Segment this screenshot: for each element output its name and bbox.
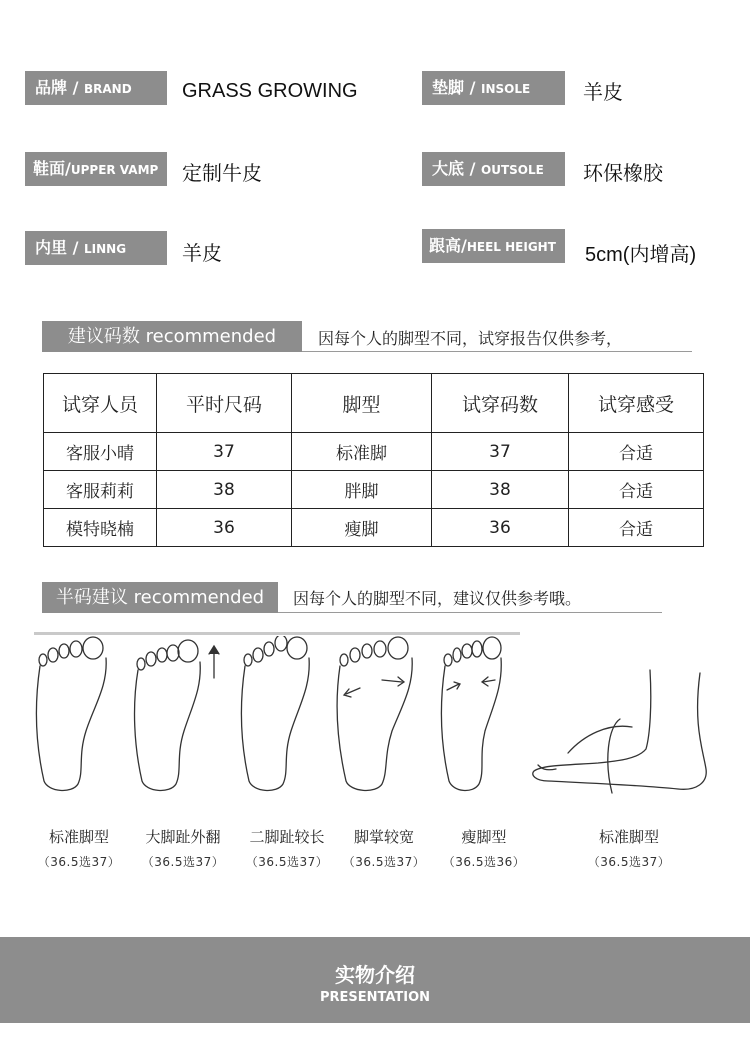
half-size-section-tag: 半码建议 recommended xyxy=(42,582,278,613)
table-cell: 38 xyxy=(432,471,569,509)
brand-value: GRASS GROWING xyxy=(182,80,358,102)
foot-type-name: 脚掌较宽 xyxy=(353,828,414,846)
foot-area-divider xyxy=(34,632,520,635)
foot-type-label xyxy=(429,826,539,870)
lining-value: 羊皮 xyxy=(182,243,222,265)
outsole-label-cn: 大底 xyxy=(432,159,465,178)
presentation-title-cn: 实物介绍 xyxy=(335,963,415,987)
table-cell: 37 xyxy=(432,433,569,471)
foot-type-label xyxy=(24,826,134,870)
foot-type-name: 瘦脚型 xyxy=(461,828,507,846)
foot-type-advice: （36.5选37） xyxy=(245,855,329,869)
fit-header-feeling: 试穿感受 xyxy=(569,374,704,433)
lining-label-en: LINNG xyxy=(84,242,127,256)
half-size-section-line xyxy=(278,612,662,613)
insole-label-cn: 垫脚 xyxy=(432,78,465,97)
table-cell: 客服莉莉 xyxy=(44,471,157,509)
insole-label-en: INSOLE xyxy=(481,82,531,96)
foot-type-advice: （36.5选37） xyxy=(141,855,225,869)
heel-height-value: 5cm(内增高) xyxy=(585,244,697,266)
table-cell: 标准脚 xyxy=(292,433,432,471)
foot-type-name: 大脚趾外翻 xyxy=(145,828,221,846)
brand-label: 品牌 / BRAND xyxy=(25,71,167,105)
narrow-foot-icon xyxy=(433,636,513,796)
foot-type-label xyxy=(329,826,439,870)
size-section-line xyxy=(302,351,692,352)
bunion-foot-icon xyxy=(128,636,228,796)
lining-label: 内里 / LINNG xyxy=(25,231,167,265)
table-cell: 模特晓楠 xyxy=(44,509,157,547)
brand-label-cn: 品牌 xyxy=(35,78,68,97)
fit-header-usual-size: 平时尺码 xyxy=(157,374,292,433)
table-cell: 合适 xyxy=(569,433,704,471)
heel-height-label: 跟高/HEEL HEIGHT xyxy=(422,229,565,263)
fit-table-header-row xyxy=(44,374,704,433)
foot-type-name: 标准脚型 xyxy=(598,828,659,846)
table-cell: 客服小晴 xyxy=(44,433,157,471)
table-cell: 36 xyxy=(432,509,569,547)
table-cell: 36 xyxy=(157,509,292,547)
table-row xyxy=(44,471,704,509)
size-section-tag: 建议码数 recommended xyxy=(42,321,302,352)
heel-height-label-cn: 跟高 xyxy=(429,236,462,255)
fit-header-tried-size: 试穿码数 xyxy=(432,374,569,433)
table-cell: 瘦脚 xyxy=(292,509,432,547)
table-row xyxy=(44,433,704,471)
foot-type-name: 二脚趾较长 xyxy=(249,828,325,846)
outsole-value: 环保橡胶 xyxy=(583,163,663,185)
foot-type-label xyxy=(574,826,684,870)
long-second-toe-foot-icon xyxy=(235,636,325,796)
outsole-label: 大底 / OUTSOLE xyxy=(422,152,565,186)
foot-type-advice: （36.5选37） xyxy=(587,855,671,869)
upper-vamp-label: 鞋面/UPPER VAMP xyxy=(25,152,167,186)
outsole-label-en: OUTSOLE xyxy=(481,163,544,177)
fit-table xyxy=(43,373,704,547)
table-cell: 合适 xyxy=(569,471,704,509)
foot-type-label xyxy=(232,826,342,870)
insole-label: 垫脚 / INSOLE xyxy=(422,71,565,105)
size-section-note: 因每个人的脚型不同，试穿报告仅供参考， xyxy=(318,329,623,348)
brand-label-en: BRAND xyxy=(84,82,132,96)
standard-foot-icon xyxy=(30,636,120,796)
insole-value: 羊皮 xyxy=(583,82,623,104)
table-cell: 合适 xyxy=(569,509,704,547)
upper-vamp-label-en: UPPER VAMP xyxy=(70,163,159,177)
table-cell: 胖脚 xyxy=(292,471,432,509)
upper-vamp-value: 定制牛皮 xyxy=(182,163,262,185)
foot-type-advice: （36.5选37） xyxy=(37,855,121,869)
heel-height-label-en: HEEL HEIGHT xyxy=(466,240,556,254)
foot-type-name: 标准脚型 xyxy=(48,828,109,846)
fit-header-foot-type: 脚型 xyxy=(292,374,432,433)
fit-header-tester: 试穿人员 xyxy=(44,374,157,433)
table-cell: 37 xyxy=(157,433,292,471)
lining-label-cn: 内里 xyxy=(35,238,68,257)
half-size-section-note: 因每个人的脚型不同，建议仅供参考哦。 xyxy=(293,589,582,608)
upper-vamp-label-cn: 鞋面 xyxy=(33,159,66,178)
table-cell: 38 xyxy=(157,471,292,509)
presentation-title-en: PRESENTATION xyxy=(319,990,431,1005)
wide-foot-icon xyxy=(332,636,422,796)
presentation-banner xyxy=(0,937,750,1023)
foot-type-advice: （36.5选36） xyxy=(442,855,526,869)
table-row xyxy=(44,509,704,547)
standard-side-foot-icon xyxy=(528,665,718,805)
foot-type-label xyxy=(128,826,238,870)
foot-type-advice: （36.5选37） xyxy=(342,855,426,869)
